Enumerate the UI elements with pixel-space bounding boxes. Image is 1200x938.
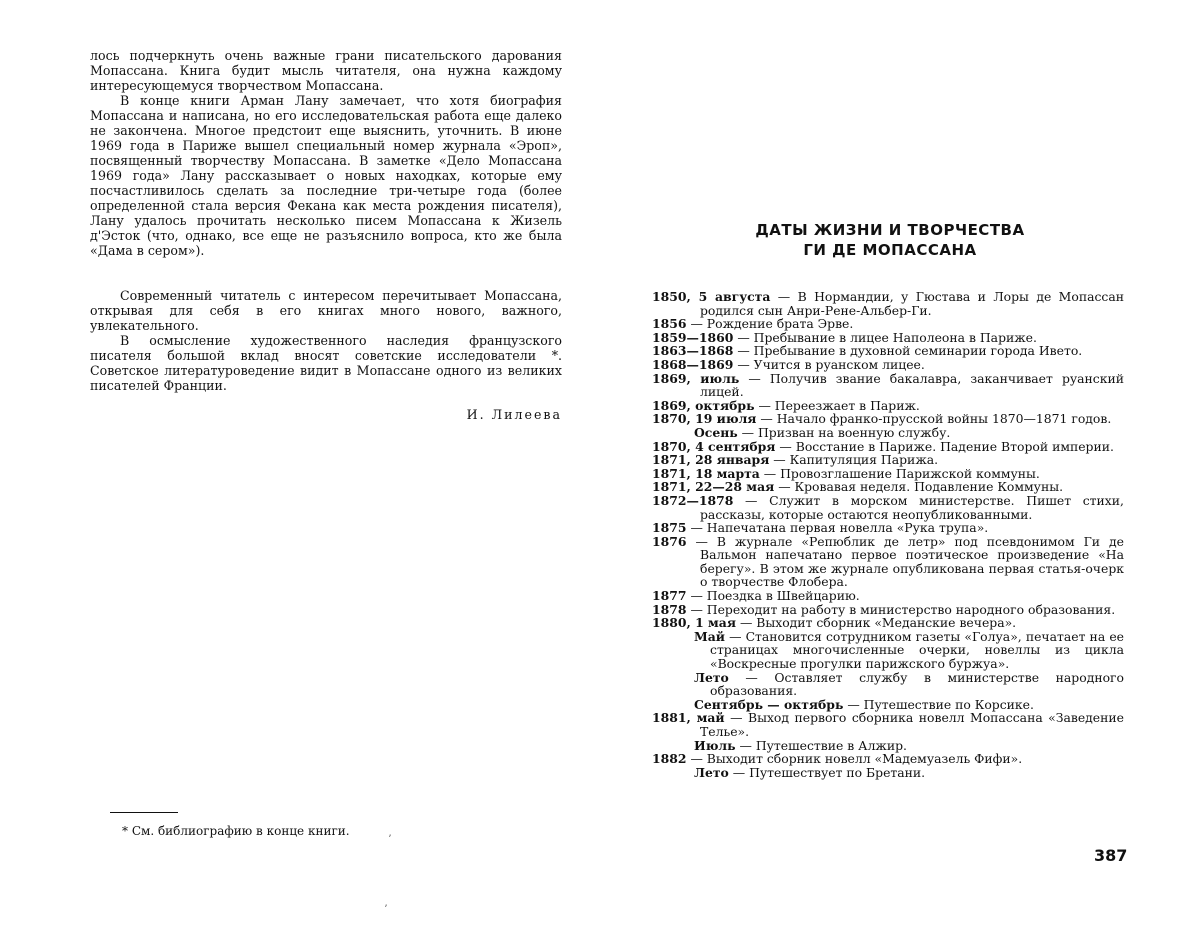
- entry-text: — Пребывание в лицее Наполеона в Париже.: [733, 329, 1037, 345]
- entry-date: 1869, июль: [652, 370, 740, 386]
- chronology-entry: [652, 603, 1124, 617]
- page-number: 387: [1094, 846, 1128, 865]
- entry-text: — Получив звание бакалавра, заканчивает руанский лицей.: [700, 370, 1125, 400]
- entry-text: — Провозглашение Парижской коммуны.: [759, 465, 1040, 481]
- chronology-entry: [652, 589, 1124, 603]
- entry-text: — Переходит на работу в министерство народного образования.: [686, 601, 1116, 617]
- entry-date: 1878: [652, 601, 687, 617]
- chronology-entry: [652, 453, 1124, 467]
- chronology-entry: [652, 440, 1124, 454]
- entry-text: — Поездка в Швейцарию.: [686, 588, 860, 604]
- entry-date: 1868—1869: [652, 356, 734, 372]
- entry-text: — Путешествует по Бретани.: [728, 764, 926, 780]
- chronology-entry: [652, 467, 1124, 481]
- entry-date: 1863—1868: [652, 343, 734, 359]
- chronology-entry: [652, 711, 1124, 738]
- chronology-heading: [690, 220, 1090, 260]
- chronology-entry: [652, 752, 1124, 766]
- chronology-list: [652, 290, 1124, 779]
- entry-text: — Оставляет службу в министерстве народного образования.: [710, 669, 1124, 699]
- entry-text: — Кровавая неделя. Подавление Коммуны.: [774, 479, 1064, 495]
- entry-date: 1882: [652, 751, 687, 767]
- chronology-entry: [652, 698, 1124, 712]
- scan-mark: ʼ: [388, 834, 392, 845]
- footnote-divider: [110, 812, 178, 813]
- entry-text: — Путешествие по Корсике.: [843, 696, 1034, 712]
- entry-date: 1870, 19 июля: [652, 411, 757, 427]
- heading-line: ГИ ДЕ МОПАССАНА: [803, 241, 977, 259]
- chronology-entry: [652, 412, 1124, 426]
- entry-text: — Напечатана первая новелла «Рука трупа».: [686, 520, 989, 536]
- chronology-entry: [652, 290, 1124, 317]
- entry-date: 1869, октябрь: [652, 397, 755, 413]
- entry-date: 1876: [652, 533, 687, 549]
- chronology-entry: [652, 317, 1124, 331]
- entry-date: 1871, 22—28 мая: [652, 479, 775, 495]
- entry-date: 1859—1860: [652, 329, 734, 345]
- entry-text: — Становится сотрудником газеты «Голуа», печатает на ее страницах многочисленные очерки, новеллы из цикла «Воскресные прогулки парижского буржуа».: [710, 628, 1124, 672]
- chronology-entry: [652, 630, 1124, 671]
- entry-text: — Начало франко-прусской войны 1870—1871 годов.: [756, 411, 1112, 427]
- entry-date: Лето: [694, 669, 729, 685]
- entry-text: — Восстание в Париже. Падение Второй империи.: [775, 438, 1114, 454]
- chronology-entry: [652, 344, 1124, 358]
- scan-mark: ʼ: [384, 904, 388, 915]
- author-signature: И. Лилеева: [466, 407, 562, 422]
- entry-date: Сентябрь — октябрь: [694, 696, 844, 712]
- entry-date: 1880, 1 мая: [652, 615, 736, 631]
- entry-date: 1872—1878: [652, 492, 734, 508]
- paragraph: лось подчеркнуть очень важные грани писательского дарования Мопассана. Книга будит мысль читателя, она нужна каждому интересующемуся творчеством Мопассана.: [90, 48, 562, 93]
- heading-line: ДАТЫ ЖИЗНИ И ТВОРЧЕСТВА: [755, 221, 1025, 239]
- paragraph: В конце книги Арман Лану замечает, что хотя биография Мопассана и написана, но его исследовательская работа еще далеко не закончена. Многое предстоит еще выяснить, уточнить. В июне 1969 года в Париже вышел специальный номер журнала «Эроп», посвященный творчеству Мопассана. В заметке «Дело Мопассана 1969 года» Лану рассказывает о новых находках, которые ему посчастливилось сделать за последние три-четыре года (более определенной стала версия Фекана как места рождения писателя), Лану удалось прочитать несколько писем Мопассана к Жизель д'Эсток (что, однако, все еще не разъяснило вопроса, кто же была «Дама в сером»).: [90, 93, 562, 258]
- chronology-entry: [652, 399, 1124, 413]
- entry-date: 1881, май: [652, 710, 725, 726]
- paragraph: В осмысление художественного наследия французского писателя большой вклад вносят советские исследователи *. Советское литературоведение видит в Мопассане одного из великих писателей Франции.: [90, 333, 562, 393]
- chronology-entry: [652, 358, 1124, 372]
- entry-text: — Пребывание в духовной семинарии города Ивето.: [733, 343, 1083, 359]
- footnote: * См. библиографию в конце книги.: [122, 824, 350, 838]
- entry-text: — В журнале «Репюблик де летр» под псевдонимом Ги де Вальмон напечатано первое поэтическое произведение «На берегу». В этом же журнале опубликована первая статья-очерк о творчестве Флобера.: [686, 533, 1124, 590]
- entry-date: 1850, 5 августа: [652, 289, 771, 304]
- chronology-entry: [652, 671, 1124, 698]
- entry-date: Июль: [694, 737, 736, 753]
- entry-text: — Выходит сборник новелл «Мадемуазель Фифи».: [686, 751, 1023, 767]
- left-body-text: [90, 48, 562, 422]
- chronology-entry: [652, 494, 1124, 521]
- chronology-entry: [652, 766, 1124, 780]
- entry-text: — Выход первого сборника новелл Мопассана «Заведение Телье».: [700, 710, 1124, 739]
- chronology-entry: [652, 372, 1124, 399]
- entry-text: — Переезжает в Париж.: [754, 397, 920, 413]
- entry-text: — Капитуляция Парижа.: [769, 452, 939, 468]
- entry-text: — Призван на военную службу.: [737, 424, 951, 440]
- chronology-entry: [652, 739, 1124, 753]
- paragraph-gap: [90, 258, 562, 288]
- entry-date: 1871, 18 марта: [652, 465, 760, 481]
- entry-text: — Выходит сборник «Меданские вечера».: [736, 615, 1017, 631]
- entry-date: Осень: [694, 424, 738, 440]
- entry-date: Май: [694, 628, 725, 644]
- chronology-entry: [652, 480, 1124, 494]
- chronology-entry: [652, 426, 1124, 440]
- entry-date: 1871, 28 января: [652, 452, 770, 468]
- entry-text: — В Нормандии, у Гюстава и Лоры де Мопассан родился сын Анри-Рене-Альбер-Ги.: [700, 289, 1124, 318]
- chronology-entry: [652, 616, 1124, 630]
- entry-date: 1875: [652, 520, 687, 536]
- paragraph: Современный читатель с интересом перечитывает Мопассана, открывая для себя в его книгах много нового, важного, увлекательного.: [90, 288, 562, 333]
- entry-date: 1856: [652, 316, 687, 332]
- entry-date: Лето: [694, 764, 729, 780]
- entry-date: 1870, 4 сентября: [652, 438, 776, 454]
- chronology-entry: [652, 331, 1124, 345]
- chronology-entry: [652, 535, 1124, 589]
- entry-text: — Путешествие в Алжир.: [735, 737, 907, 753]
- chronology-entry: [652, 521, 1124, 535]
- entry-text: — Рождение брата Эрве.: [686, 316, 854, 332]
- entry-text: — Служит в морском министерстве. Пишет стихи, рассказы, которые остаются неопубликованными.: [700, 492, 1124, 522]
- entry-date: 1877: [652, 588, 687, 604]
- entry-text: — Учится в руанском лицее.: [733, 356, 925, 372]
